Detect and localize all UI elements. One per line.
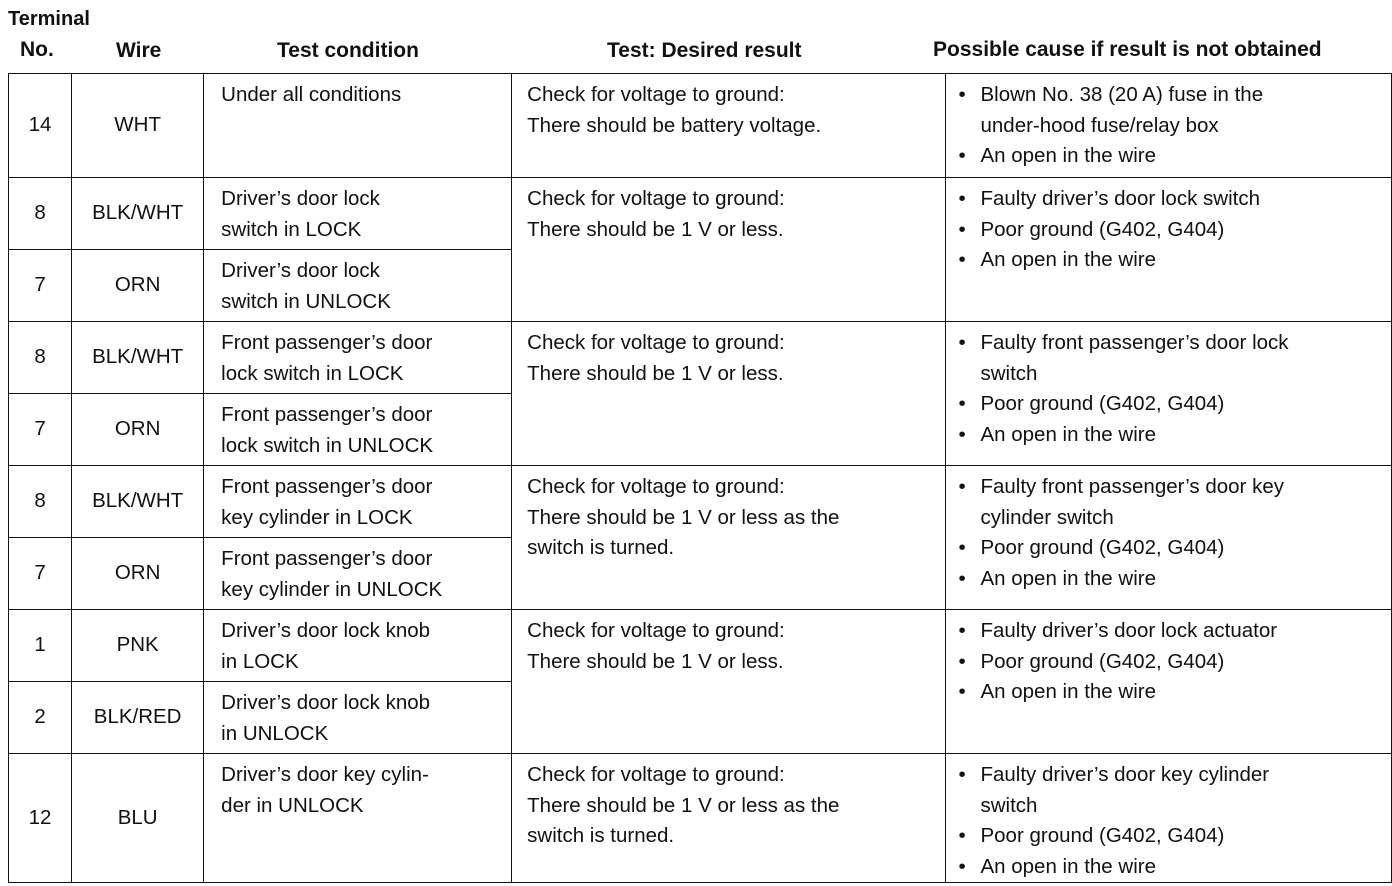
cause-item	[958, 389, 1385, 420]
terminal-number: 7	[9, 538, 72, 610]
condition-line: in UNLOCK	[221, 721, 329, 745]
table-row	[9, 754, 1392, 883]
result-line: There should be 1 V or less as the	[527, 793, 840, 817]
condition-line: in LOCK	[221, 649, 299, 673]
terminal-test-table	[8, 73, 1392, 883]
bullet-icon: •	[958, 475, 966, 498]
cause-item	[958, 420, 1385, 451]
cause-text: Faulty front passenger’s door key	[980, 475, 1284, 498]
bullet-icon: •	[958, 566, 966, 590]
result-line: There should be 1 V or less as the	[527, 505, 840, 529]
terminal-number: 8	[9, 466, 72, 538]
cause-text: An open in the wire	[980, 854, 1156, 878]
cause-text: An open in the wire	[980, 680, 1156, 703]
possible-cause	[946, 466, 1392, 610]
test-condition	[204, 322, 512, 394]
cause-item	[958, 80, 1385, 111]
terminal-number: 8	[9, 178, 72, 250]
terminal-number: 8	[9, 322, 72, 394]
cause-text: Poor ground (G402, G404)	[980, 649, 1225, 673]
bullet-icon: •	[958, 619, 966, 642]
possible-cause	[946, 322, 1392, 466]
cause-text: Blown No. 38 (20 A) fuse in the	[980, 83, 1264, 106]
test-condition	[204, 466, 512, 538]
header-possible-cause: Possible cause if result is not obtained	[933, 38, 1322, 61]
desired-result	[512, 322, 946, 466]
cause-item	[958, 564, 1385, 595]
condition-line: Front passenger’s door	[221, 475, 433, 498]
result-line: Check for voltage to ground:	[527, 187, 785, 210]
desired-result	[512, 610, 946, 754]
condition-line: Driver’s door lock knob	[221, 619, 431, 642]
cause-item	[958, 184, 1385, 215]
condition-line: key cylinder in UNLOCK	[221, 577, 443, 601]
test-condition	[204, 538, 512, 610]
condition-line: lock switch in LOCK	[221, 361, 404, 385]
possible-cause	[946, 74, 1392, 178]
header-wire: Wire	[116, 39, 162, 62]
cause-item	[958, 533, 1385, 564]
cause-continuation: switch	[980, 361, 1038, 385]
cause-item	[958, 472, 1385, 503]
test-condition	[204, 74, 512, 178]
wire-color: BLK/RED	[72, 682, 204, 754]
condition-line: lock switch in UNLOCK	[221, 433, 434, 457]
cause-text: An open in the wire	[980, 144, 1156, 167]
result-line: There should be battery voltage.	[527, 113, 822, 137]
cause-text: Poor ground (G402, G404)	[980, 536, 1225, 559]
cause-item	[958, 677, 1385, 708]
wire-color: BLK/WHT	[72, 178, 204, 250]
wire-color: ORN	[72, 394, 204, 466]
cause-text: Faulty driver’s door lock switch	[980, 187, 1260, 210]
header-desired-result: Test: Desired result	[607, 39, 802, 62]
cause-item	[958, 821, 1385, 852]
wire-color: ORN	[72, 538, 204, 610]
bullet-icon: •	[958, 248, 966, 271]
terminal-number: 14	[9, 74, 72, 178]
condition-line: Under all conditions	[221, 83, 402, 106]
result-line: Check for voltage to ground:	[527, 619, 785, 642]
test-condition	[204, 178, 512, 250]
condition-line: Driver’s door lock	[221, 259, 380, 282]
bullet-icon: •	[958, 536, 966, 559]
cause-item	[958, 328, 1385, 359]
cause-text: Poor ground (G402, G404)	[980, 217, 1225, 241]
result-line: There should be 1 V or less.	[527, 649, 784, 673]
test-condition	[204, 394, 512, 466]
table-row	[9, 466, 1392, 538]
table-row	[9, 610, 1392, 682]
result-line: There should be 1 V or less.	[527, 217, 784, 241]
terminal-number: 2	[9, 682, 72, 754]
cause-item	[958, 215, 1385, 246]
test-condition	[204, 682, 512, 754]
table-row	[9, 322, 1392, 394]
desired-result	[512, 466, 946, 610]
condition-line: switch in LOCK	[221, 217, 362, 241]
cause-text: Faulty front passenger’s door lock	[980, 331, 1289, 354]
cause-text: An open in the wire	[980, 422, 1156, 446]
cause-continuation: cylinder switch	[980, 505, 1114, 529]
table-row	[9, 178, 1392, 250]
condition-line: der in UNLOCK	[221, 793, 364, 817]
header-no: No.	[20, 38, 54, 61]
cause-item	[958, 245, 1385, 276]
cause-text: Faulty driver’s door lock actuator	[980, 619, 1278, 642]
test-condition	[204, 610, 512, 682]
desired-result	[512, 178, 946, 322]
bullet-icon: •	[958, 824, 966, 847]
header-test-condition: Test condition	[277, 39, 419, 62]
condition-line: Front passenger’s door	[221, 403, 433, 426]
possible-cause	[946, 178, 1392, 322]
bullet-icon: •	[958, 854, 966, 878]
result-line: Check for voltage to ground:	[527, 83, 785, 106]
cause-continuation: under-hood fuse/relay box	[980, 113, 1219, 137]
test-condition	[204, 754, 512, 883]
wire-color: PNK	[72, 610, 204, 682]
cause-item	[958, 647, 1385, 678]
test-condition	[204, 250, 512, 322]
wire-color: BLU	[72, 754, 204, 883]
cause-text: Poor ground (G402, G404)	[980, 392, 1225, 415]
cause-item	[958, 852, 1385, 883]
table-row	[9, 74, 1392, 178]
cause-item	[958, 141, 1385, 172]
wire-color: BLK/WHT	[72, 322, 204, 394]
bullet-icon: •	[958, 83, 966, 106]
result-line: switch is turned.	[527, 824, 675, 847]
condition-line: Driver’s door lock	[221, 187, 380, 210]
condition-line: key cylinder in LOCK	[221, 505, 413, 529]
bullet-icon: •	[958, 392, 966, 415]
condition-line: Front passenger’s door	[221, 547, 433, 570]
wire-color: BLK/WHT	[72, 466, 204, 538]
condition-line: Front passenger’s door	[221, 331, 433, 354]
bullet-icon: •	[958, 217, 966, 241]
cause-text: Poor ground (G402, G404)	[980, 824, 1225, 847]
condition-line: Driver’s door lock knob	[221, 691, 431, 714]
possible-cause	[946, 754, 1392, 883]
header-terminal: Terminal	[8, 8, 90, 30]
cause-text: Faulty driver’s door key cylinder	[980, 763, 1270, 786]
wire-color: WHT	[72, 74, 204, 178]
terminal-number: 1	[9, 610, 72, 682]
cause-continuation: switch	[980, 793, 1038, 817]
bullet-icon: •	[958, 763, 966, 786]
bullet-icon: •	[958, 649, 966, 673]
bullet-icon: •	[958, 144, 966, 167]
terminal-number: 7	[9, 250, 72, 322]
result-line: Check for voltage to ground:	[527, 331, 785, 354]
cause-text: An open in the wire	[980, 248, 1156, 271]
cause-item	[958, 616, 1385, 647]
desired-result	[512, 754, 946, 883]
possible-cause	[946, 610, 1392, 754]
terminal-number: 7	[9, 394, 72, 466]
desired-result	[512, 74, 946, 178]
result-line: Check for voltage to ground:	[527, 763, 785, 786]
bullet-icon: •	[958, 187, 966, 210]
cause-text: An open in the wire	[980, 566, 1156, 590]
cause-item	[958, 760, 1385, 791]
wire-color: ORN	[72, 250, 204, 322]
condition-line: switch in UNLOCK	[221, 289, 391, 313]
result-line: Check for voltage to ground:	[527, 475, 785, 498]
bullet-icon: •	[958, 331, 966, 354]
condition-line: Driver’s door key cylin-	[221, 763, 429, 786]
bullet-icon: •	[958, 422, 966, 446]
terminal-number: 12	[9, 754, 72, 883]
bullet-icon: •	[958, 680, 966, 703]
result-line: switch is turned.	[527, 536, 675, 559]
result-line: There should be 1 V or less.	[527, 361, 784, 385]
